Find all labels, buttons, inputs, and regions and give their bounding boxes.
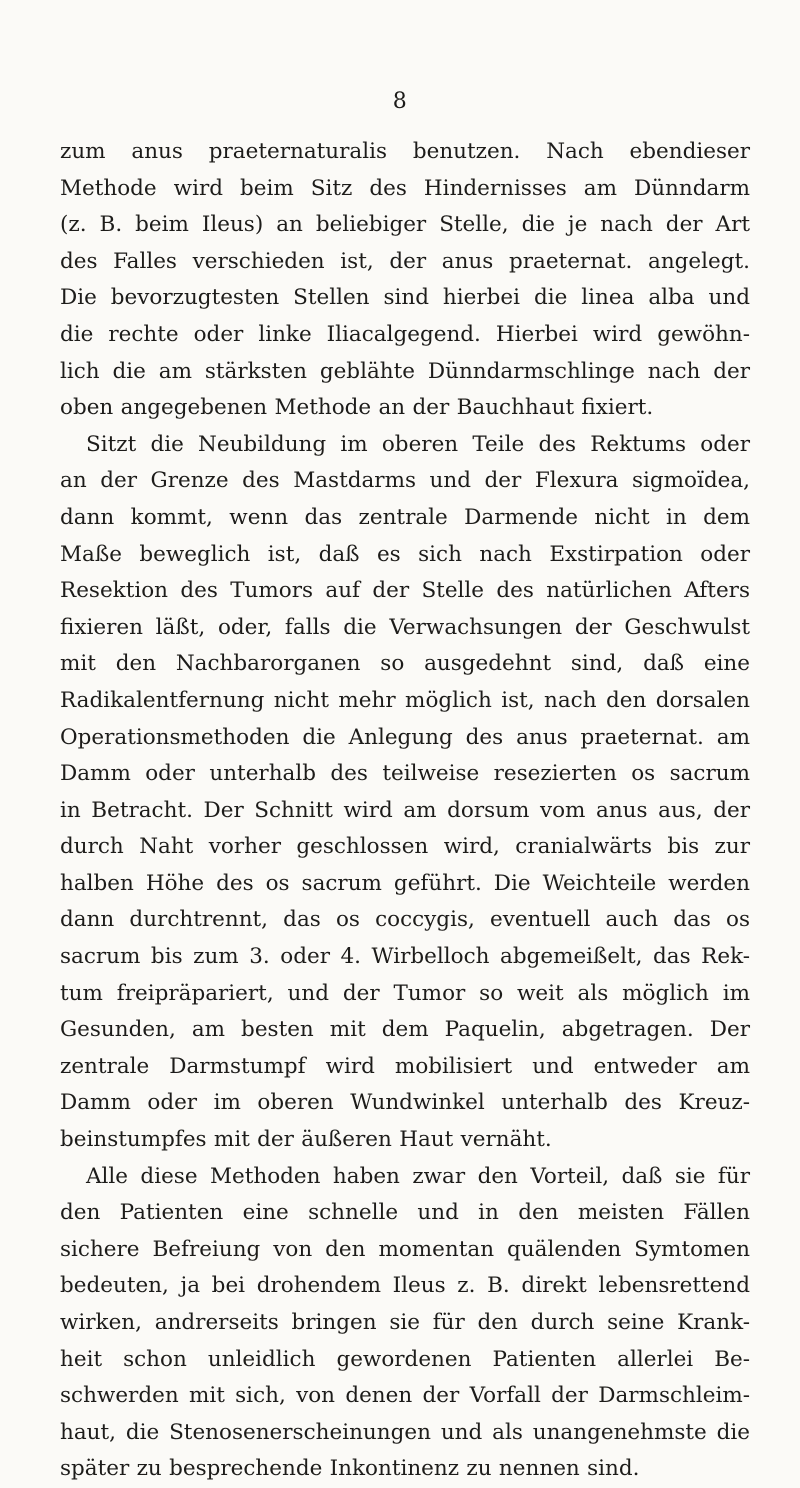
text-line: heit schon unleidlich gewordenen Patienten allerlei Be-: [60, 1346, 750, 1372]
text-line: dann durchtrennt, das os coccygis, eventuell auch das os: [60, 907, 750, 933]
text-line: Damm oder im oberen Wundwinkel unterhalb des Kreuz-: [60, 1090, 750, 1116]
text-line: zentrale Darmstumpf wird mobilisiert und entweder am: [60, 1053, 750, 1079]
text-line: Methode wird beim Sitz des Hindernisses am Dünndarm: [60, 175, 750, 201]
text-line: halben Höhe des os sacrum geführt. Die Weichteile werden: [60, 870, 750, 896]
text-line: fixieren läßt, oder, falls die Verwachsungen der Geschwulst: [60, 614, 750, 640]
text-line: Sitzt die Neubildung im oberen Teile des Rektums oder: [86, 431, 750, 457]
paragraph: [60, 427, 750, 1159]
text-line: Operationsmethoden die Anlegung des anus praeternat. am: [60, 724, 750, 750]
text-line: oben angegebenen Methode an der Bauchhaut fixiert.: [60, 395, 654, 421]
text-line: sacrum bis zum 3. oder 4. Wirbelloch abgemeißelt, das Rek-: [60, 944, 750, 970]
text-line: durch Naht vorher geschlossen wird, cranialwärts bis zur: [60, 834, 750, 860]
text-line: Die bevorzugtesten Stellen sind hierbei die linea alba und: [60, 285, 750, 311]
text-line: zum anus praeternaturalis benutzen. Nach ebendieser: [60, 139, 750, 164]
text-line: schwerden mit sich, von denen der Vorfall der Darmschleim-: [60, 1383, 750, 1409]
text-line: bedeuten, ja bei drohendem Ileus z. B. direkt lebensrettend: [60, 1273, 750, 1299]
text-line: des Falles verschieden ist, der anus praeternat. angelegt.: [60, 248, 750, 274]
text-line: später zu besprechende Inkontinenz zu nennen sind.: [60, 1456, 640, 1482]
text-line: dann kommt, wenn das zentrale Darmende nicht in dem: [60, 504, 750, 530]
paragraph: [60, 134, 750, 427]
text-line: Resektion des Tumors auf der Stelle des natürlichen Afters: [60, 578, 750, 604]
text-line: Radikalentfernung nicht mehr möglich ist, nach den dorsalen: [60, 687, 750, 713]
text-line: wirken, andrerseits bringen sie für den durch seine Krank-: [60, 1310, 750, 1335]
text-line: (z. B. beim Ileus) an beliebiger Stelle, die je nach der Art: [60, 212, 750, 238]
text-line: mit den Nachbarorganen so ausgedehnt sind, daß eine: [60, 651, 750, 677]
text-line: in Betracht. Der Schnitt wird am dorsum vom anus aus, der: [60, 797, 750, 823]
text-line: lich die am stärksten geblähte Dünndarmschlinge nach der: [60, 358, 750, 384]
text-line: an der Grenze des Mastdarms und der Flexura sigmoïdea,: [60, 468, 750, 494]
text-line: Maße beweglich ist, daß es sich nach Exstirpation oder: [60, 541, 750, 567]
text-line: haut, die Stenosenerscheinungen und als unangenehmste die: [60, 1419, 750, 1445]
text-line: Alle diese Methoden haben zwar den Vorteil, daß sie für: [86, 1163, 750, 1189]
text-line: Gesunden, am besten mit dem Paquelin, abgetragen. Der: [60, 1017, 750, 1043]
text-line: die rechte oder linke Iliacalgegend. Hierbei wird gewöhn-: [60, 321, 750, 347]
text-line: sichere Befreiung von den momentan quälenden Symtomen: [60, 1236, 750, 1262]
text-line: Damm oder unterhalb des teilweise resezierten os sacrum: [60, 761, 750, 787]
page-number: 8: [392, 89, 408, 114]
body-text: [60, 134, 750, 1488]
text-line: den Patienten eine schnelle und in den meisten Fällen: [60, 1200, 750, 1226]
text-line: tum freipräpariert, und der Tumor so weit als möglich im: [60, 980, 750, 1006]
paragraph: [60, 1159, 750, 1488]
text-line: beinstumpfes mit der äußeren Haut vernäht.: [60, 1127, 552, 1153]
